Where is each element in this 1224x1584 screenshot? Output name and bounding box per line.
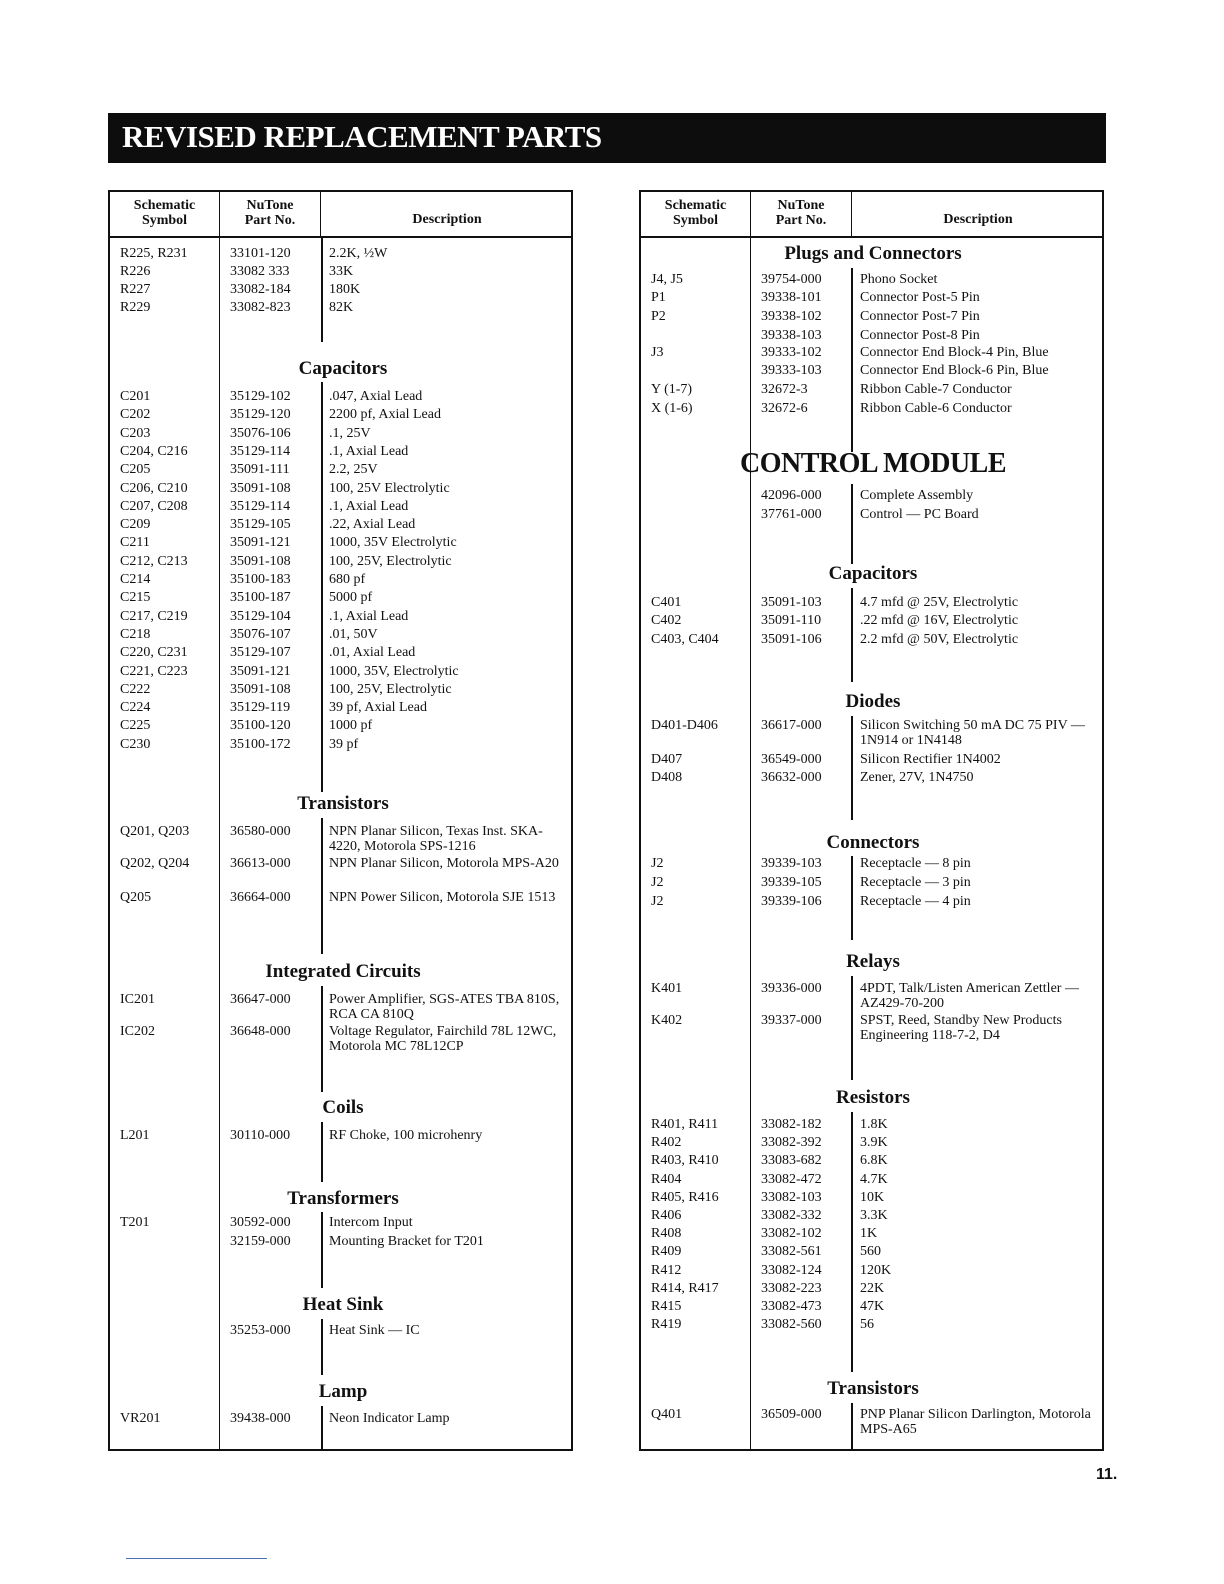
section-title: Capacitors <box>828 563 918 584</box>
part-description: 2.2, 25V <box>329 462 378 478</box>
part-number: 35129-102 <box>230 389 291 404</box>
part-description: Connector Post-5 Pin <box>860 290 980 305</box>
part-number: 33101-120 <box>230 246 291 261</box>
part-description: .1, Axial Lead <box>329 498 409 514</box>
part-number: 35091-108 <box>230 553 291 569</box>
right-table-header <box>641 192 1102 238</box>
part-description: 100, 25V, Electrolytic <box>329 553 452 569</box>
schematic-symbol: C209 <box>120 517 151 533</box>
schematic-symbol: C204, C216 <box>120 443 188 459</box>
part-number: 32672-6 <box>761 401 808 416</box>
part-description: 39 pf <box>329 736 359 752</box>
part-description: 6.8K <box>860 1153 888 1169</box>
part-description: .1, Axial Lead <box>329 443 409 459</box>
schematic-symbol: C220, C231 <box>120 645 188 661</box>
part-number: 32672-3 <box>761 382 808 397</box>
part-description: Receptacle — 3 pin <box>860 875 971 890</box>
description-divider <box>851 716 853 820</box>
part-number: 33082-560 <box>761 1317 822 1333</box>
part-description: 4PDT, Talk/Listen American Zettler — AZ429-70-200 <box>860 981 1079 1011</box>
description-divider <box>851 588 853 682</box>
schematic-symbol: C205 <box>120 462 151 478</box>
page-title: REVISED REPLACEMENT PARTS <box>122 119 602 154</box>
part-number: 36613-000 <box>230 856 291 871</box>
schematic-symbol: Y (1-7) <box>651 382 693 397</box>
schematic-symbol: J3 <box>651 345 664 360</box>
schematic-symbol: R409 <box>651 1244 682 1260</box>
description-divider <box>321 818 323 954</box>
schematic-symbol: C218 <box>120 626 151 642</box>
part-number: 35091-111 <box>230 462 290 478</box>
schematic-symbol: C225 <box>120 718 151 734</box>
schematic-symbol: R412 <box>651 1262 682 1278</box>
part-description: RF Choke, 100 microhenry <box>329 1128 483 1143</box>
part-description: 1K <box>860 1226 878 1242</box>
header-part-no <box>220 192 320 236</box>
schematic-symbol: K402 <box>651 1013 683 1028</box>
part-number: 35129-107 <box>230 645 291 661</box>
schematic-symbol: R414, R417 <box>651 1280 719 1296</box>
part-number: 33082-102 <box>761 1226 822 1242</box>
part-number: 33082-473 <box>761 1299 822 1314</box>
section-title: Transistors <box>297 793 389 814</box>
part-description: Ribbon Cable-7 Conductor <box>860 382 1012 397</box>
header-text: Description <box>943 212 1013 227</box>
schematic-symbol: C206, C210 <box>120 480 188 496</box>
part-description: 4.7K <box>860 1171 888 1187</box>
schematic-symbol: C203 <box>120 425 151 441</box>
part-number: 36580-000 <box>230 824 291 839</box>
part-description: .22, Axial Lead <box>329 517 416 533</box>
schematic-symbol: R405, R416 <box>651 1189 719 1205</box>
part-description: 82K <box>329 300 354 315</box>
part-description: 5000 pf <box>329 590 373 606</box>
part-description: 2.2 mfd @ 50V, Electrolytic <box>860 632 1019 647</box>
header-description <box>852 192 1104 236</box>
part-description: 100, 25V Electrolytic <box>329 480 450 496</box>
schematic-symbol: R229 <box>120 300 151 315</box>
part-description: Voltage Regulator, Fairchild 78L 12WC, Motorola MC 78L12CP <box>329 1024 557 1054</box>
part-description: 680 pf <box>329 572 366 587</box>
part-number: 36509-000 <box>761 1407 822 1422</box>
section-title: Transistors <box>827 1378 919 1399</box>
schematic-symbol: C212, C213 <box>120 553 188 569</box>
header-text: NuTone <box>777 198 825 213</box>
schematic-symbol: IC202 <box>120 1024 155 1039</box>
part-description: Connector Post-7 Pin <box>860 309 980 324</box>
schematic-symbol: R404 <box>651 1171 682 1187</box>
description-divider <box>321 1319 323 1375</box>
part-description: 47K <box>860 1299 885 1314</box>
part-description: Intercom Input <box>329 1215 413 1230</box>
part-description: 120K <box>860 1262 892 1278</box>
description-divider <box>321 236 323 342</box>
part-description: 56 <box>860 1317 874 1333</box>
part-number: 35129-105 <box>230 517 291 533</box>
part-number: 33082-392 <box>761 1135 822 1151</box>
description-divider <box>851 484 853 564</box>
description-divider <box>851 976 853 1080</box>
part-description: Connector End Block-4 Pin, Blue <box>860 345 1049 360</box>
part-number: 39333-102 <box>761 345 822 360</box>
part-description: 2200 pf, Axial Lead <box>329 407 441 423</box>
schematic-symbol: R226 <box>120 264 151 279</box>
part-description: NPN Power Silicon, Motorola SJE 1513 <box>329 890 556 905</box>
section-title: Relays <box>846 951 900 972</box>
schematic-symbol: R406 <box>651 1208 682 1223</box>
description-divider <box>851 1403 853 1451</box>
header-text: NuTone <box>246 198 294 213</box>
schematic-symbol: C230 <box>120 736 151 752</box>
part-number: 36647-000 <box>230 992 291 1007</box>
part-number: 39338-103 <box>761 328 822 343</box>
part-number: 33082-561 <box>761 1244 822 1260</box>
part-description: 1000 pf <box>329 718 373 734</box>
schematic-symbol: K401 <box>651 981 683 996</box>
schematic-symbol: J2 <box>651 875 664 890</box>
part-number: 39339-103 <box>761 856 822 871</box>
schematic-symbol: R225, R231 <box>120 246 188 261</box>
header-text: Symbol <box>141 213 188 228</box>
schematic-symbol: Q205 <box>120 890 152 905</box>
page-banner <box>108 113 1106 163</box>
part-number: 35091-121 <box>230 535 291 551</box>
schematic-symbol: C201 <box>120 389 151 404</box>
part-number: 39339-106 <box>761 894 822 909</box>
part-number: 35129-120 <box>230 407 291 423</box>
description-divider <box>851 1112 853 1372</box>
section-title: Resistors <box>836 1087 910 1108</box>
schematic-symbol: VR201 <box>120 1411 161 1426</box>
header-text: Description <box>412 212 482 227</box>
part-description: .01, 50V <box>329 626 378 642</box>
schematic-symbol: C214 <box>120 572 151 587</box>
part-number: 33082-124 <box>761 1262 822 1278</box>
column-divider <box>750 192 751 1449</box>
part-description: Heat Sink — IC <box>329 1323 420 1338</box>
section-title: Capacitors <box>298 358 388 379</box>
part-number: 33082-103 <box>761 1189 822 1205</box>
schematic-symbol: D408 <box>651 770 683 785</box>
part-number: 39754-000 <box>761 272 822 287</box>
schematic-symbol: J2 <box>651 856 664 871</box>
part-description: Control — PC Board <box>860 507 979 522</box>
header-text: Part No. <box>775 213 827 228</box>
part-description: SPST, Reed, Standby New Products Engineering 118-7-2, D4 <box>860 1013 1062 1043</box>
part-description: PNP Planar Silicon Darlington, Motorola MPS-A65 <box>860 1407 1091 1437</box>
part-number: 33082-472 <box>761 1171 822 1187</box>
part-number: 36549-000 <box>761 752 822 767</box>
part-number: 35129-104 <box>230 608 291 624</box>
schematic-symbol: D401-D406 <box>651 718 718 733</box>
part-number: 36632-000 <box>761 770 822 785</box>
schematic-symbol: C222 <box>120 681 151 697</box>
header-description <box>321 192 573 236</box>
description-divider <box>321 1212 323 1288</box>
section-title: Integrated Circuits <box>265 961 421 982</box>
part-description: NPN Planar Silicon, Texas Inst. SKA-4220, Motorola SPS-1216 <box>329 824 543 854</box>
part-description: 1000, 35V, Electrolytic <box>329 663 459 679</box>
header-part-no <box>751 192 851 236</box>
column-divider <box>219 192 220 1449</box>
part-description: .1, Axial Lead <box>329 608 409 624</box>
part-description: 22K <box>860 1280 885 1296</box>
part-number: 36617-000 <box>761 718 822 733</box>
schematic-symbol: C215 <box>120 590 151 606</box>
schematic-symbol: C402 <box>651 613 682 628</box>
part-number: 39338-101 <box>761 290 822 305</box>
header-text: Symbol <box>672 213 719 228</box>
part-description: Phono Socket <box>860 272 938 287</box>
part-description: 10K <box>860 1189 885 1205</box>
part-number: 35091-108 <box>230 480 291 496</box>
part-number: 36664-000 <box>230 890 291 905</box>
part-description: 33K <box>329 264 354 279</box>
part-number: 33082-223 <box>761 1280 822 1296</box>
part-number: 35253-000 <box>230 1323 291 1338</box>
part-description: Power Amplifier, SGS-ATES TBA 810S, RCA CA 810Q <box>329 992 560 1022</box>
description-divider <box>851 268 853 452</box>
part-description: 4.7 mfd @ 25V, Electrolytic <box>860 595 1019 610</box>
header-schematic-symbol <box>110 192 219 236</box>
part-number: 33082-184 <box>230 282 291 297</box>
column-divider <box>851 192 852 236</box>
schematic-symbol: C217, C219 <box>120 608 188 624</box>
section-title: Lamp <box>318 1381 368 1402</box>
part-number: 33083-682 <box>761 1153 822 1169</box>
section-title: Transformers <box>287 1188 399 1209</box>
page-number: 11. <box>1096 1466 1118 1483</box>
schematic-symbol: Q401 <box>651 1407 683 1422</box>
schematic-symbol: R415 <box>651 1299 682 1314</box>
section-title: CONTROL MODULE <box>739 448 1007 479</box>
schematic-symbol: R403, R410 <box>651 1153 719 1169</box>
part-number: 33082 333 <box>230 264 290 279</box>
schematic-symbol: R227 <box>120 282 151 297</box>
part-number: 33082-823 <box>230 300 291 315</box>
part-number: 33082-332 <box>761 1208 822 1223</box>
part-number: 35091-103 <box>761 595 822 610</box>
section-title: Plugs and Connectors <box>784 243 962 264</box>
header-text: Schematic <box>664 198 727 213</box>
schematic-symbol: C401 <box>651 595 682 610</box>
schematic-symbol: J4, J5 <box>651 272 683 287</box>
schematic-symbol: C224 <box>120 700 151 716</box>
header-text: Schematic <box>133 198 196 213</box>
part-description: 3.9K <box>860 1135 888 1151</box>
part-number: 30110-000 <box>230 1128 291 1143</box>
part-number: 35076-107 <box>230 626 291 642</box>
part-description: 560 <box>860 1244 881 1260</box>
schematic-symbol: P2 <box>651 309 666 324</box>
header-text: Part No. <box>244 213 296 228</box>
part-number: 35091-121 <box>230 663 291 679</box>
schematic-symbol: Q202, Q204 <box>120 856 190 871</box>
part-description: .1, 25V <box>329 425 371 441</box>
part-number: 39337-000 <box>761 1013 822 1028</box>
part-description: 2.2K, ½W <box>329 246 388 261</box>
part-description: Connector End Block-6 Pin, Blue <box>860 363 1049 378</box>
part-description: Zener, 27V, 1N4750 <box>860 770 974 785</box>
schematic-symbol: R408 <box>651 1226 682 1242</box>
schematic-symbol: C221, C223 <box>120 663 188 679</box>
part-description: 1.8K <box>860 1117 888 1132</box>
part-number: 33082-182 <box>761 1117 822 1132</box>
schematic-symbol: T201 <box>120 1215 150 1230</box>
part-description: Receptacle — 8 pin <box>860 856 971 871</box>
part-description: Complete Assembly <box>860 488 974 503</box>
part-number: 36648-000 <box>230 1024 291 1039</box>
schematic-symbol: R401, R411 <box>651 1117 719 1132</box>
section-title: Coils <box>322 1097 364 1118</box>
part-number: 35100-172 <box>230 736 291 752</box>
part-description: 100, 25V, Electrolytic <box>329 681 452 697</box>
schematic-symbol: R402 <box>651 1135 682 1151</box>
part-description: Receptacle — 4 pin <box>860 894 971 909</box>
part-description: Neon Indicator Lamp <box>329 1411 450 1426</box>
part-description: Ribbon Cable-6 Conductor <box>860 401 1012 416</box>
part-number: 39338-102 <box>761 309 822 324</box>
part-number: 39438-000 <box>230 1411 291 1426</box>
schematic-symbol: J2 <box>651 894 664 909</box>
part-number: 30592-000 <box>230 1215 291 1230</box>
schematic-symbol: R419 <box>651 1317 682 1333</box>
schematic-symbol: IC201 <box>120 992 155 1007</box>
left-parts-table <box>108 190 573 1451</box>
part-description: 3.3K <box>860 1208 888 1223</box>
part-number: 35100-187 <box>230 590 291 606</box>
schematic-symbol: C202 <box>120 407 151 423</box>
schematic-symbol: X (1-6) <box>651 401 693 416</box>
schematic-symbol: P1 <box>651 290 666 305</box>
section-title: Heat Sink <box>302 1294 384 1315</box>
left-table-header <box>110 192 571 238</box>
description-divider <box>321 1406 323 1451</box>
schematic-symbol: L201 <box>120 1128 150 1143</box>
schematic-symbol: C403, C404 <box>651 632 719 647</box>
description-divider <box>321 1122 323 1182</box>
part-description: .047, Axial Lead <box>329 389 423 404</box>
part-description: NPN Planar Silicon, Motorola MPS-A20 <box>329 856 559 871</box>
part-description: Silicon Rectifier 1N4002 <box>860 752 1001 767</box>
part-description: Connector Post-8 Pin <box>860 328 980 343</box>
part-description: 180K <box>329 282 361 297</box>
part-description: .22 mfd @ 16V, Electrolytic <box>860 613 1019 628</box>
part-number: 35129-114 <box>230 443 291 459</box>
part-number: 35129-119 <box>230 700 291 716</box>
part-number: 35091-108 <box>230 681 291 697</box>
schematic-symbol: C207, C208 <box>120 498 188 514</box>
part-number: 39336-000 <box>761 981 822 996</box>
part-description: Silicon Switching 50 mA DC 75 PIV — 1N914 or 1N4148 <box>860 718 1085 748</box>
footer-rule <box>126 1558 267 1559</box>
part-number: 35129-114 <box>230 498 291 514</box>
section-title: Connectors <box>826 832 920 853</box>
header-schematic-symbol <box>641 192 750 236</box>
schematic-symbol: C211 <box>120 535 150 551</box>
part-number: 35091-106 <box>761 632 822 647</box>
part-number: 39333-103 <box>761 363 822 378</box>
part-number: 32159-000 <box>230 1234 291 1249</box>
part-number: 35100-183 <box>230 572 291 587</box>
description-divider <box>321 986 323 1092</box>
part-number: 42096-000 <box>761 488 822 503</box>
part-description: Mounting Bracket for T201 <box>329 1234 484 1249</box>
column-divider <box>320 192 321 236</box>
part-number: 35091-110 <box>761 613 822 628</box>
part-number: 35100-120 <box>230 718 291 734</box>
section-title: Diodes <box>845 691 901 712</box>
right-parts-table <box>639 190 1104 1451</box>
schematic-symbol: D407 <box>651 752 683 767</box>
part-description: 1000, 35V Electrolytic <box>329 535 457 551</box>
description-divider <box>321 382 323 792</box>
part-number: 39339-105 <box>761 875 822 890</box>
description-divider <box>851 856 853 940</box>
part-description: .01, Axial Lead <box>329 645 416 661</box>
part-number: 35076-106 <box>230 425 291 441</box>
schematic-symbol: Q201, Q203 <box>120 824 190 839</box>
part-number: 37761-000 <box>761 507 822 522</box>
part-description: 39 pf, Axial Lead <box>329 700 427 716</box>
